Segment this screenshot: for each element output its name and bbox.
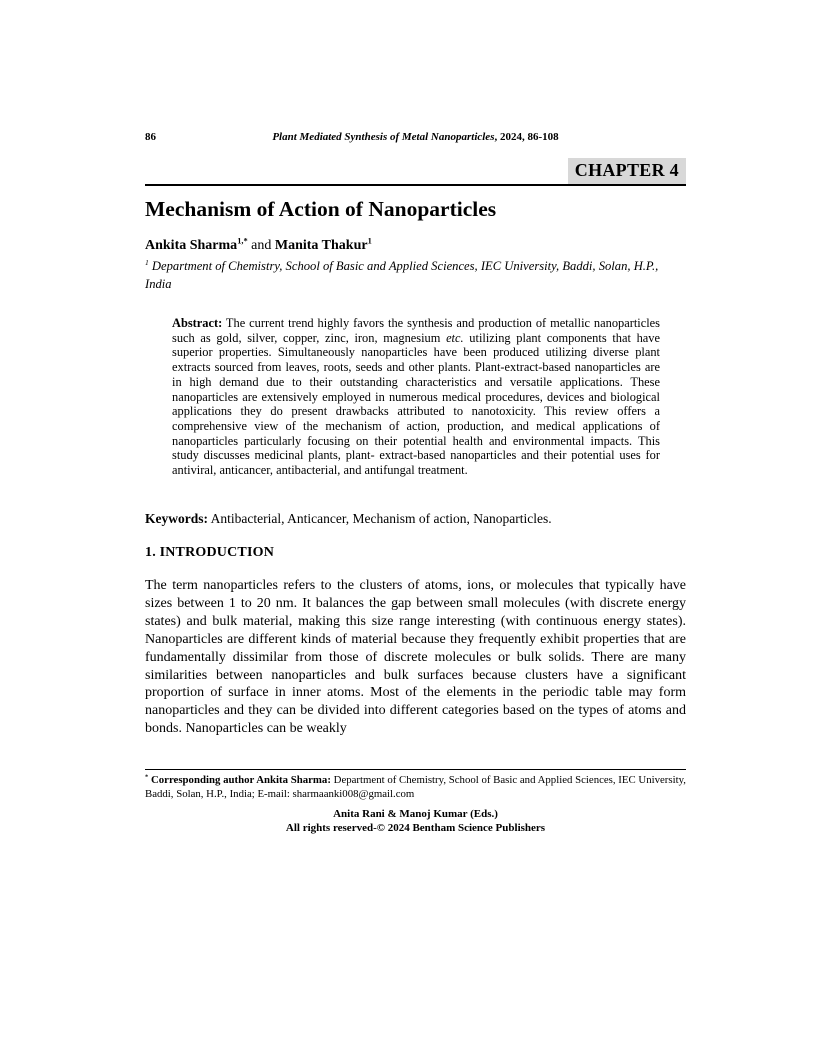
page-content [145,0,686,1056]
page-header [145,131,686,144]
chapter-banner: CHAPTER 4 [568,158,686,185]
abstract-etc: etc. [446,330,464,345]
keywords-label: Keywords: [145,511,208,526]
footnote-text: Department of Chemistry, School of Basic and Applied Sciences, IEC University, Baddi, Solan, H.P., India; E-mail: sharmaanki008@gmail.com [145,774,686,800]
author-2-name: Manita Thakur [274,238,368,253]
abstract-text-2: utilizing plant components that have superior properties. Simultaneously nanoparticles have been produced utilizing diverse plant extracts sourced from leaves, roots, seeds and other plants. Plant-extract-based nanoparticles are in high demand due to their outstanding characteristics and versatile applications. These nanoparticles are extensively employed in numerous medical procedures, devices and biological applications they do present drawbacks attributed to nanotoxicity. This review offers a comprehensive view of the mechanism of action, production, and medical applications of nanoparticles particularly focusing on their potential health and environmental impacts. This study discusses medicinal plants, plant- extract-based nanoparticles and their potential uses for antiviral, anticancer, antibacterial, and antifungal treatment. [172,330,660,478]
abstract-label: Abstract: [172,316,223,330]
rights-line: All rights reserved-© 2024 Bentham Science Publishers [285,821,546,834]
running-title [145,131,686,144]
affiliation-text: Department of Chemistry, School of Basic and Applied Sciences, IEC University, Baddi, Solan, H.P., India [145,259,659,291]
header-rule [145,184,686,186]
section-heading-introduction: 1. INTRODUCTION [145,545,275,560]
affiliation [145,258,686,293]
editors-line: Anita Rani & Manoj Kumar (Eds.) [333,808,498,820]
authors-line [145,238,686,254]
introduction-paragraph: The term nanoparticles refers to the clusters of atoms, ions, or molecules that typically have sizes between 1 to 20 nm. It balances the gap between small molecules (with discrete energy states) and bulk material, making this size range interesting (with continuous energy states). Nanoparticles are different kinds of material because they frequently exhibit properties that are fundamentally dissimilar from those of discrete molecules or bulk solids. There are many similarities between nanoparticles and bulk surfaces because clusters have a significant proportion of surface in inner atoms. Most of the elements in the periodic table may form nanoparticles and they can be divided into different categories based on the types of atoms and bonds. Nanoparticles can be weakly [145,578,686,737]
keywords-line [145,511,686,527]
footnote-asterisk: * [145,773,149,781]
running-title-book: Plant Mediated Synthesis of Metal Nanoparticles [272,131,495,143]
corresponding-author-footnote [145,774,686,801]
chapter-title: Mechanism of Action of Nanoparticles [145,197,497,221]
abstract-text-1: The current trend highly favors the synthesis and production of metallic nanoparticles such as gold, silver, copper, zinc, iron, magnesium [172,316,660,345]
running-title-issue: , 2024, 86-108 [494,131,559,143]
footnote-rule [145,769,686,770]
author-1-name: Ankita Sharma [145,238,238,253]
footnote-bold-text: Corresponding author Ankita Sharma: [148,774,331,786]
authors-connector: and [247,238,275,253]
keywords-text: Antibacterial, Anticancer, Mechanism of action, Nanoparticles. [208,511,552,526]
abstract [172,316,660,478]
publisher-block [145,808,686,835]
author-1-superscript: 1,* [237,236,248,246]
author-2-superscript: 1 [367,236,372,246]
page-number: 86 [145,131,156,143]
affiliation-superscript: 1 [145,257,149,267]
